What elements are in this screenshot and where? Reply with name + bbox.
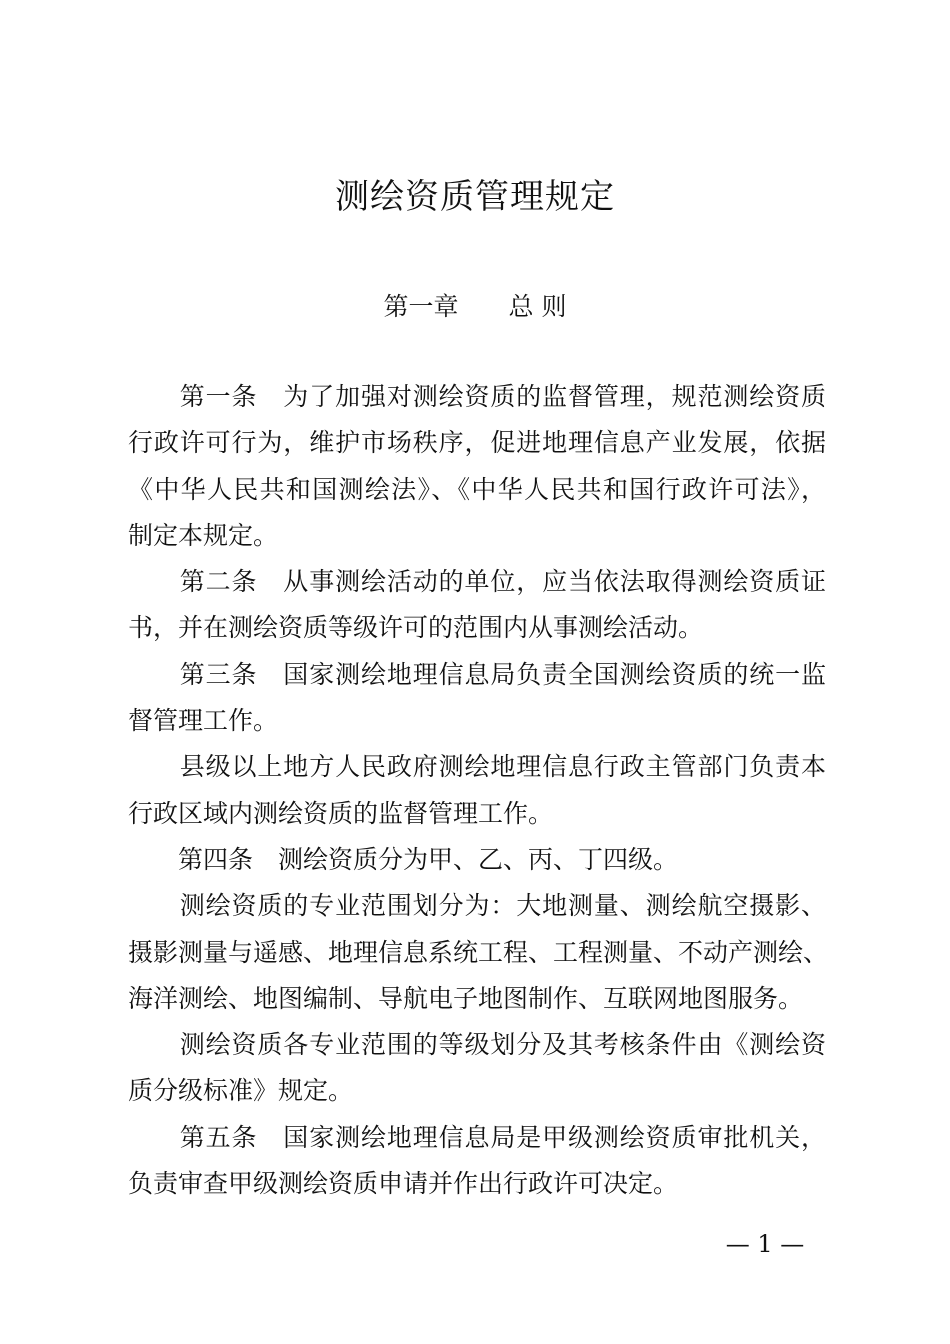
text-line: 第一条 为了加强对测绘资质的监督管理，规范测绘资质 [128, 382, 826, 411]
text-line: 海洋测绘、地图编制、导航电子地图制作、互联网地图服务。 [128, 983, 804, 1013]
chapter-heading: 第一章 总 则 [383, 292, 567, 321]
text-line: 督管理工作。 [128, 706, 279, 736]
article-3 [128, 652, 826, 745]
text-line: 《中华人民共和国测绘法》、《中华人民共和国行政许可法》， [128, 474, 826, 504]
text-line: 摄影测量与遥感、地理信息系统工程、工程测量、不动产测绘、 [128, 937, 829, 967]
text-line: 质分级标准》规定。 [128, 1076, 354, 1106]
text-line: 第三条 国家测绘地理信息局负责全国测绘资质的统一监 [128, 659, 826, 689]
text-line: 县级以上地方人民政府测绘地理信息行政主管部门负责本 [128, 752, 826, 782]
page-number: — 1 — [725, 1230, 805, 1258]
text-line: 第四条 测绘资质分为甲、乙、丙、丁四级。 [128, 844, 679, 874]
document-title: 测绘资质管理规定 [335, 177, 615, 217]
article-4 [128, 837, 826, 883]
text-line: 第二条 从事测绘活动的单位，应当依法取得测绘资质证 [128, 567, 826, 597]
article-4-paragraph-3 [128, 1022, 826, 1115]
article-5 [128, 1115, 826, 1208]
article-3-paragraph-2 [128, 744, 826, 837]
document-body [128, 374, 829, 1207]
text-line: 制定本规定。 [128, 520, 279, 550]
article-1 [128, 374, 826, 559]
text-line: 测绘资质的专业范围划分为：大地测量、测绘航空摄影、 [128, 891, 826, 921]
text-line: 书，并在测绘资质等级许可的范围内从事测绘活动。 [128, 613, 704, 643]
text-line: 测绘资质各专业范围的等级划分及其考核条件由《测绘资 [128, 1030, 826, 1060]
text-line: 行政许可行为，维护市场秩序，促进地理信息产业发展，依据 [128, 428, 826, 458]
article-2 [128, 559, 826, 652]
text-line: 负责审查甲级测绘资质申请并作出行政许可决定。 [128, 1169, 679, 1199]
text-line: 行政区域内测绘资质的监督管理工作。 [128, 798, 554, 828]
article-4-paragraph-2 [128, 883, 829, 1022]
text-line: 第五条 国家测绘地理信息局是甲级测绘资质审批机关， [128, 1122, 826, 1152]
